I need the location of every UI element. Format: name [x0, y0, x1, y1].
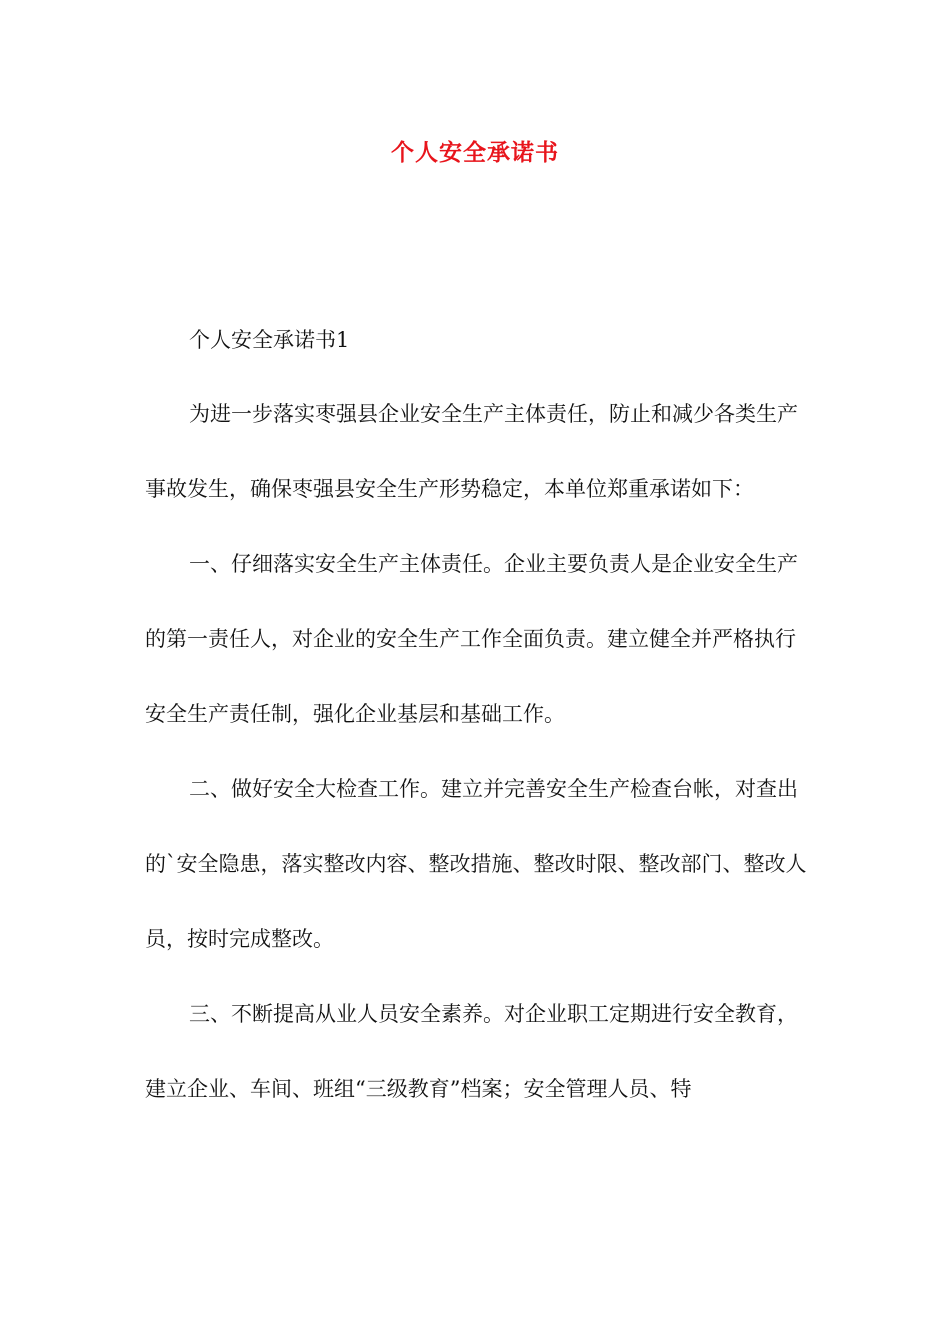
paragraph-item-3: 三、不断提高从业人员安全素养。对企业职工定期进行安全教育，建立企业、车间、班组“三级教育”档案；安全管理人员、特 — [145, 1002, 798, 1101]
paragraph-item-1: 一、仔细落实安全生产主体责任。企业主要负责人是企业安全生产的第一责任人，对企业的安全生产工作全面负责。建立健全并严格执行安全生产责任制，强化企业基层和基础工作。 — [145, 552, 798, 726]
document-body — [145, 322, 815, 1146]
paragraph-item-2: 二、做好安全大检查工作。建立并完善安全生产检查台帐，对查出的`安全隐患，落实整改内容、整改措施、整改时限、整改部门、整改人员，按时完成整改。 — [145, 777, 807, 951]
paragraph-intro: 为进一步落实枣强县企业安全生产主体责任，防止和减少各类生产事故发生，确保枣强县安全生产形势稳定，本单位郑重承诺如下： — [145, 402, 798, 501]
document-title: 个人安全承诺书 — [391, 139, 559, 166]
section-heading: 个人安全承诺书1 — [189, 328, 350, 352]
